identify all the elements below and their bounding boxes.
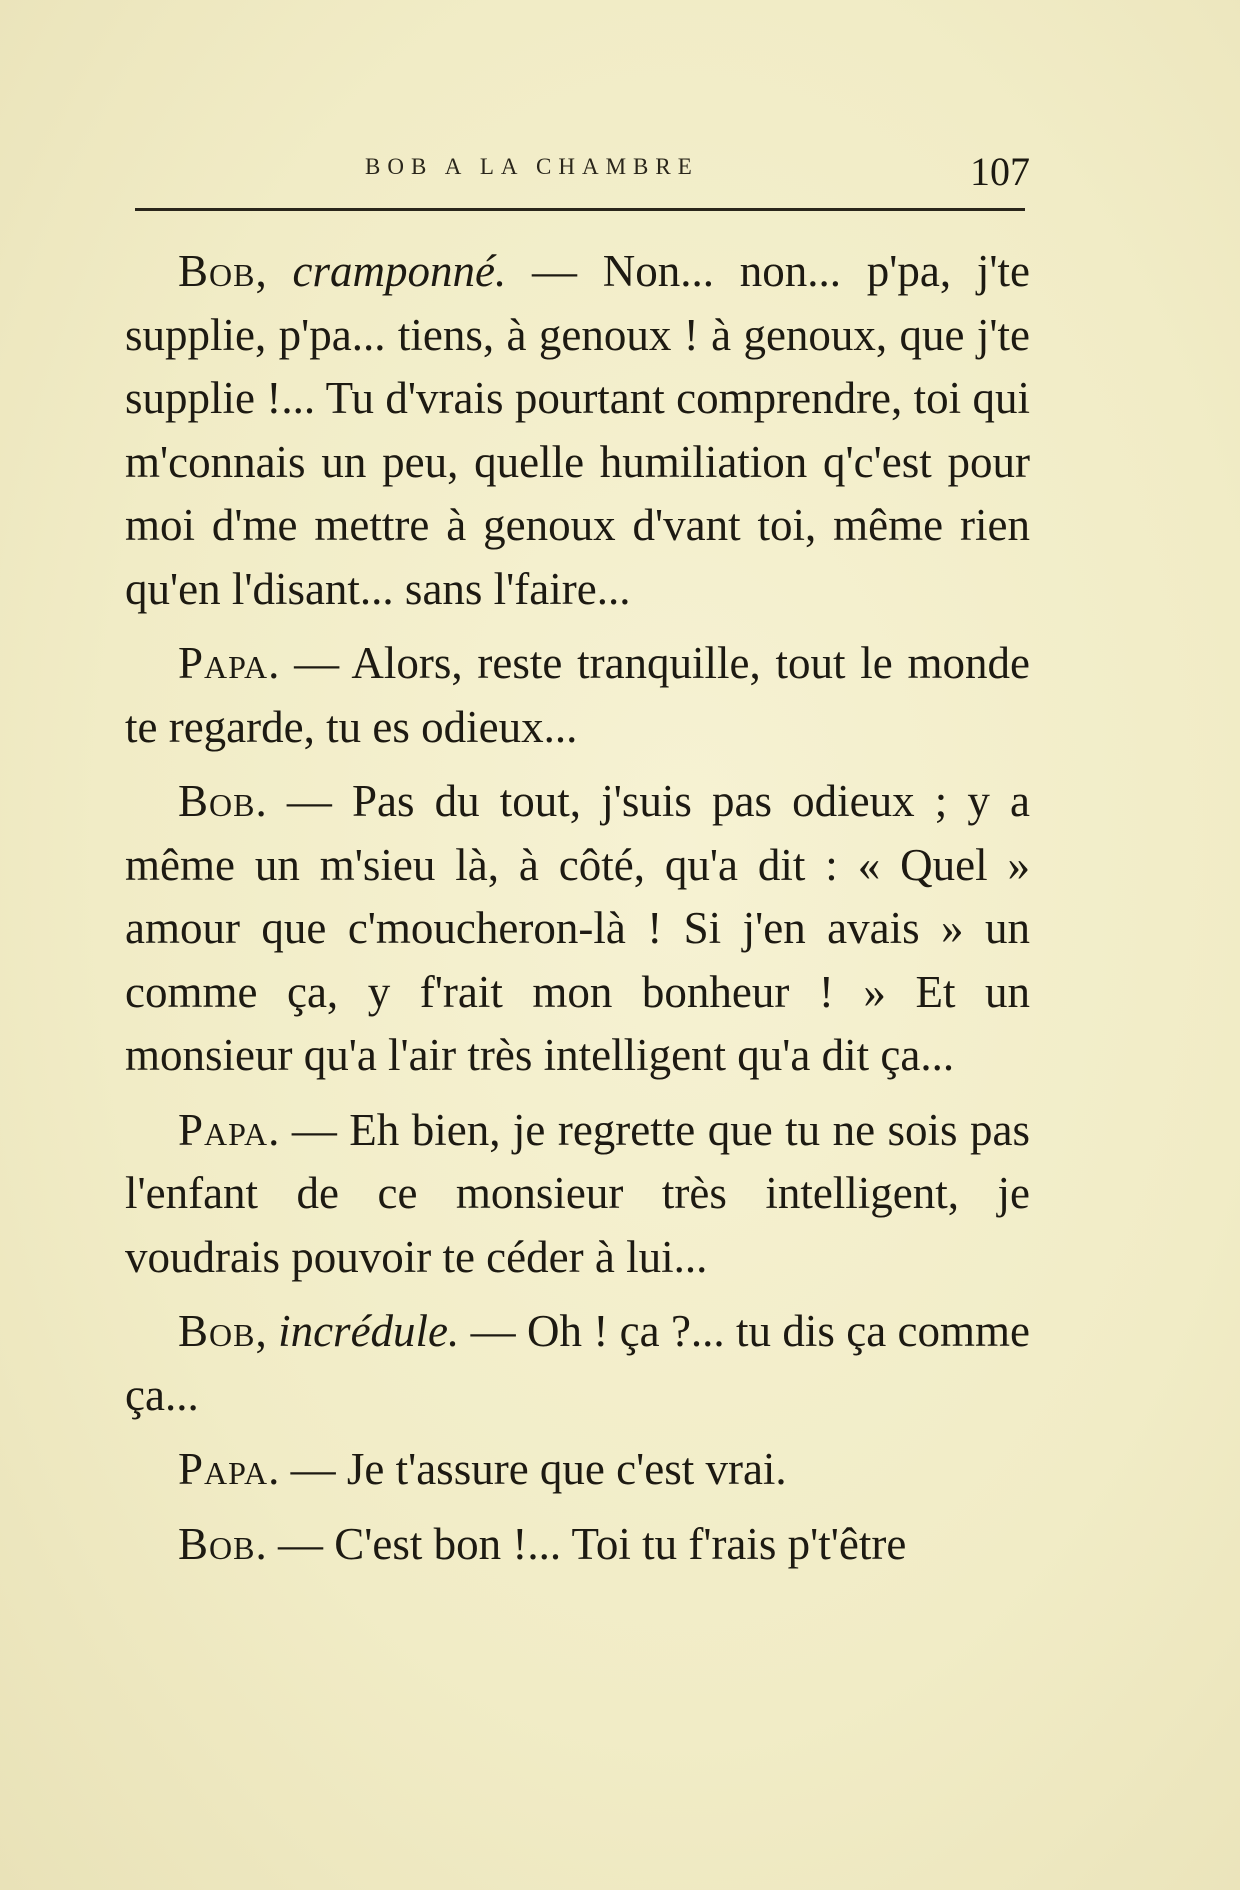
- header-rule: [135, 208, 1025, 211]
- dialogue-text: — Je t'assure que c'est vrai.: [279, 1444, 787, 1494]
- dialogue-paragraph: [125, 632, 1030, 759]
- speaker-name: Bob: [178, 246, 256, 296]
- stage-direction: incrédule.: [278, 1306, 460, 1356]
- speaker-separator: .: [268, 1104, 280, 1155]
- dialogue-paragraph: [125, 240, 1030, 621]
- dialogue-text: — Oh ! ça ?... tu dis ça comme ça...: [125, 1306, 1030, 1420]
- speaker-separator: .: [268, 1444, 280, 1494]
- speaker-name: Bob: [178, 1306, 256, 1356]
- dialogue-paragraph: [125, 1300, 1030, 1427]
- speaker-separator: ,: [255, 1306, 279, 1356]
- dialogue-text: — Alors, reste tranquille, tout le monde te regarde, tu es odieux...: [125, 638, 1030, 752]
- stage-direction: cramponné.: [292, 246, 507, 296]
- dialogue-paragraph: [125, 1513, 1030, 1577]
- speaker-separator: .: [268, 638, 280, 688]
- speaker-separator: .: [255, 1518, 267, 1569]
- speaker-name: Papa: [178, 1104, 269, 1155]
- dialogue-paragraph: [125, 1438, 1030, 1502]
- dialogue-paragraph: [125, 1099, 1030, 1290]
- speaker-separator: ,: [255, 246, 293, 296]
- dialogue-text: — Eh bien, je regrette que tu ne sois pas l'enfant de ce monsieur très intelligent, je voudrais pouvoir te céder à lui...: [125, 1104, 1030, 1282]
- page-header: [135, 148, 1030, 196]
- body-text: [125, 240, 1030, 1587]
- running-title: BOB A LA CHAMBRE: [365, 154, 699, 179]
- speaker-name: Papa: [178, 638, 269, 688]
- dialogue-paragraph: [125, 770, 1030, 1088]
- speaker-separator: .: [255, 776, 267, 826]
- dialogue-text: — Pas du tout, j'suis pas odieux ; y a même un m'sieu là, à côté, qu'a dit : « Quel » amour que c'moucheron-là ! Si j'en avais » un comme ça, y f'rait mon bonheur ! » Et un monsieur qu'a l'air très intelligent qu'a dit ça...: [125, 776, 1030, 1080]
- page-number: 107: [970, 149, 1030, 194]
- speaker-name: Bob: [178, 1518, 256, 1569]
- speaker-name: Bob: [178, 776, 256, 826]
- speaker-name: Papa: [178, 1444, 269, 1494]
- dialogue-text: — C'est bon !... Toi tu f'rais p't'être: [266, 1518, 907, 1569]
- dialogue-text: — Non... non... p'pa, j'te supplie, p'pa... tiens, à genoux ! à genoux, que j'te supplie !... Tu d'vrais pourtant comprendre, toi qui m'connais un peu, quelle humiliation q'c'est pour moi d'me mettre à genoux d'vant toi, même rien qu'en l'disant... sans l'faire...: [125, 246, 1031, 614]
